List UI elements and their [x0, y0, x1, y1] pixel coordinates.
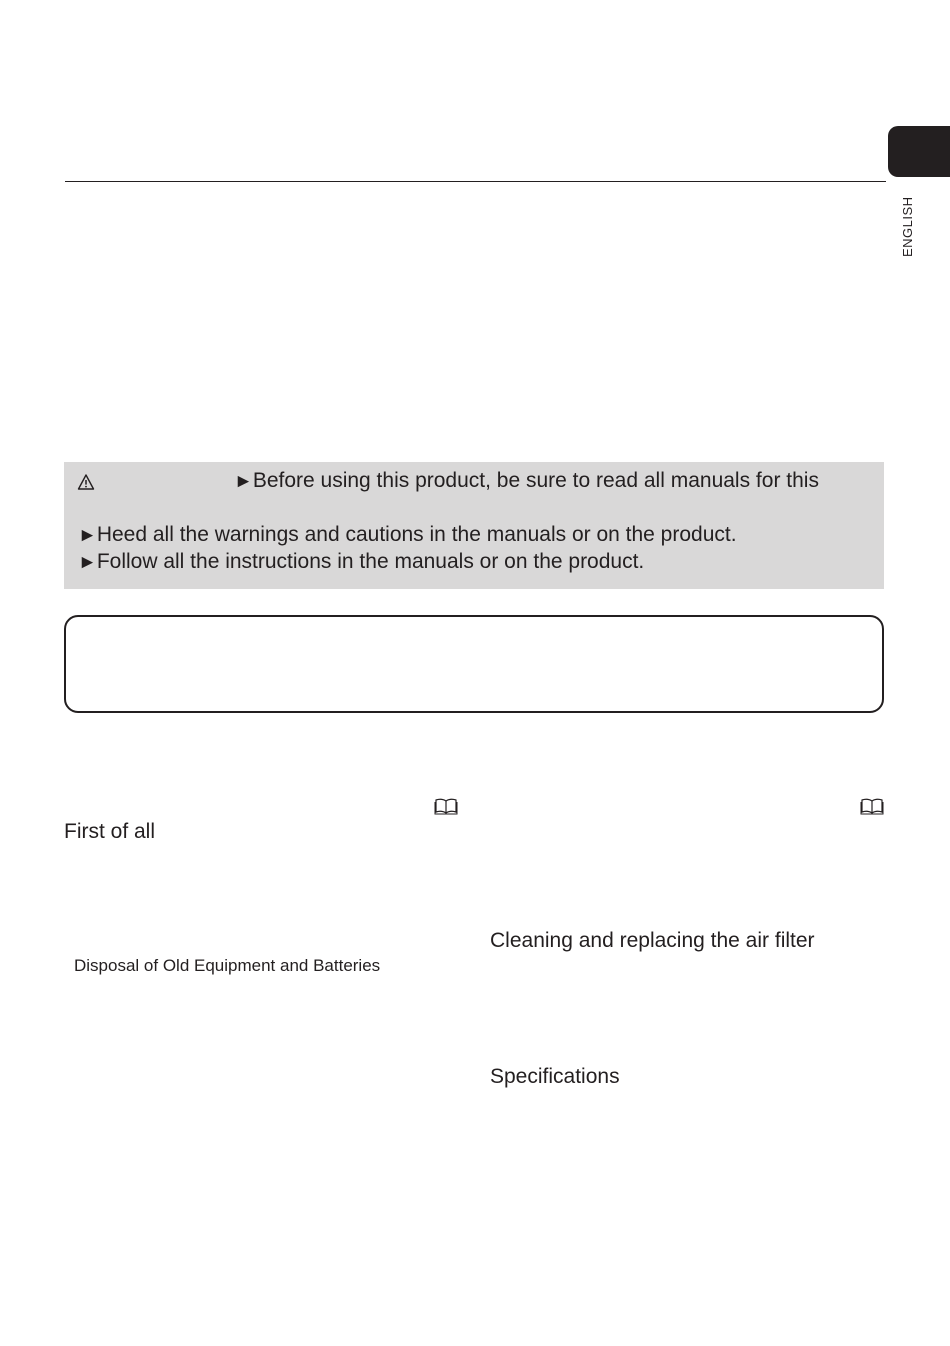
- warning-line-1: ►Before using this product, be sure to read all manuals for this: [234, 469, 819, 492]
- warning-line-3: ►Follow all the instructions in the manuals or on the product.: [78, 550, 645, 573]
- warning-triangle-icon: [77, 473, 95, 491]
- bullet-arrow-icon: ►: [78, 552, 97, 573]
- bullet-arrow-icon: ►: [78, 525, 97, 546]
- book-icon: [434, 797, 458, 815]
- book-icon: [860, 797, 884, 815]
- toc-heading-air-filter[interactable]: Cleaning and replacing the air filter: [490, 929, 815, 952]
- note-box: [64, 615, 884, 713]
- header-rule: [65, 181, 886, 182]
- bullet-arrow-icon: ►: [234, 471, 253, 492]
- language-tab: [888, 126, 950, 177]
- language-label: ENGLISH: [900, 196, 915, 257]
- toc-heading-first-of-all[interactable]: First of all: [64, 820, 156, 843]
- warning-box: [64, 462, 884, 589]
- toc-heading-specifications[interactable]: Specifications: [490, 1065, 620, 1088]
- warning-line-2: ►Heed all the warnings and cautions in the manuals or on the product.: [78, 523, 737, 546]
- toc-item-disposal[interactable]: Disposal of Old Equipment and Batteries: [74, 956, 381, 975]
